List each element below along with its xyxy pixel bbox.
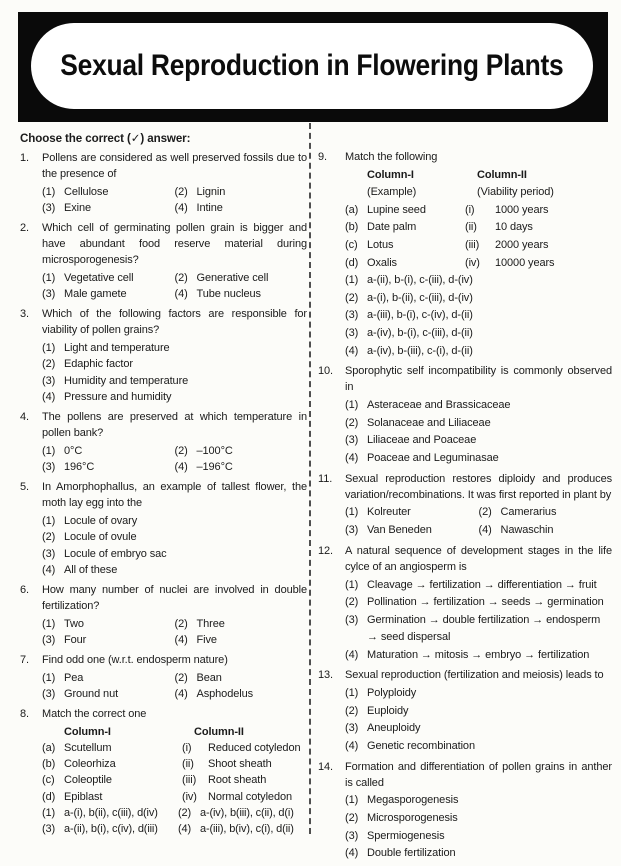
- option-text: Locule of ovary: [64, 514, 138, 527]
- option-text: 0°C: [64, 444, 83, 457]
- question-number: 1.: [20, 152, 29, 164]
- question-number: 2.: [20, 222, 29, 234]
- option-text: Male gamete: [64, 288, 127, 300]
- option-label: (3): [42, 461, 56, 473]
- options: [42, 443, 307, 476]
- option-label: (4): [42, 391, 56, 403]
- question-body: [345, 471, 612, 540]
- match-table: [345, 167, 612, 273]
- option-text: a-(iv), b-(iii), c-(i), d-(ii): [367, 344, 473, 357]
- option: [42, 616, 175, 633]
- question-number: 13.: [318, 669, 333, 682]
- option-text: All of these: [64, 564, 118, 576]
- question-text: How many number of nuclei are involved in double fertilization?: [42, 584, 307, 612]
- option-label: (2): [174, 271, 188, 284]
- match-left-text: Epiblast: [64, 790, 103, 803]
- option-text: Five: [196, 634, 217, 646]
- option-label: (2): [178, 806, 191, 819]
- option-text: Pollination → fertilization → seeds → germination: [367, 596, 604, 609]
- question-number: 8.: [20, 708, 29, 720]
- question-body: [345, 363, 612, 467]
- option: [42, 389, 307, 406]
- option: [42, 459, 175, 476]
- option-label: (4): [345, 451, 359, 464]
- match-left-text: Scutellum: [64, 741, 112, 754]
- option-text: Four: [64, 634, 87, 646]
- match-right-text: Root sheath: [208, 774, 267, 787]
- option-text: Aneuploidy: [367, 722, 421, 735]
- option: [42, 805, 178, 822]
- match-subheader: (Viability period): [477, 186, 554, 199]
- option: [345, 432, 612, 450]
- question: [318, 363, 612, 467]
- match-right-label: (iii): [182, 774, 197, 787]
- option-label: (3): [42, 634, 56, 646]
- option: [42, 546, 307, 563]
- option-label: (2): [345, 812, 359, 825]
- question-body: [345, 667, 612, 755]
- option-label: (4): [345, 847, 359, 860]
- question-number: 4.: [20, 411, 29, 423]
- match-left-label: (a): [345, 203, 359, 216]
- option-label: (2): [345, 416, 359, 429]
- match-right-label: (iv): [465, 256, 480, 269]
- option-text: Cellulose: [64, 185, 109, 198]
- match-row: [42, 740, 307, 756]
- option: [345, 720, 612, 738]
- question: [20, 220, 307, 303]
- option: [42, 821, 178, 838]
- option: [345, 397, 612, 415]
- question: [318, 471, 612, 540]
- option-label: (1): [42, 185, 56, 198]
- match-left-label: (b): [42, 758, 56, 771]
- match-right-text: 1000 years: [495, 203, 549, 216]
- option-text: Locule of ovule: [64, 531, 137, 543]
- option-label: (3): [345, 722, 359, 735]
- option-text: Bean: [196, 671, 222, 684]
- question-body: [42, 220, 307, 303]
- question-body: [42, 150, 307, 217]
- question-number: 7.: [20, 654, 29, 666]
- option-label: (1): [42, 271, 56, 284]
- match-row: [345, 202, 612, 220]
- option-label: (3): [345, 327, 359, 340]
- question-text: Which of the following factors are responsible for viability of pollen grains?: [42, 308, 307, 336]
- option: [42, 184, 175, 201]
- option-label: (3): [42, 547, 56, 560]
- question-text: Pollens are considered as well preserved fossils due to the presence of: [42, 152, 307, 180]
- option-text: a-(ii), b(i), c(iv), d(iii): [64, 823, 158, 836]
- option: [42, 200, 175, 217]
- option-text: Intine: [196, 202, 223, 214]
- question-text: A natural sequence of development stages in the life cylce of an angiosperm is: [345, 544, 612, 573]
- match-left-text: Lupine seed: [367, 203, 426, 216]
- option-label: (3): [42, 202, 56, 214]
- question: [318, 759, 612, 863]
- option-text: Double fertilization: [367, 847, 456, 860]
- option: [345, 325, 612, 343]
- option: [175, 286, 308, 303]
- option: [345, 522, 479, 540]
- option-text: Liliaceae and Poaceae: [367, 434, 477, 447]
- questions-column-right: [318, 149, 612, 866]
- question-number: 9.: [318, 151, 327, 163]
- option-label: (1): [42, 806, 55, 819]
- option-label: (2): [478, 506, 492, 519]
- option-label: (3): [345, 309, 359, 322]
- page-title: Sexual Reproduction in Flowering Plants: [60, 49, 564, 82]
- option-text: Maturation → mitosis → embryo → fertilization: [367, 648, 590, 661]
- option-text: Asphodelus: [196, 688, 253, 700]
- option-text: Vegetative cell: [64, 271, 134, 284]
- option-text: Asteraceae and Brassicaceae: [367, 399, 511, 412]
- question-text: Sexual reproduction restores diploidy and produces variation/recombinations. It was first reported in plant by: [345, 472, 612, 501]
- option-label: (2): [42, 531, 56, 543]
- option-label: (3): [42, 374, 56, 387]
- option-label: (2): [174, 444, 188, 457]
- option-text: Lignin: [196, 185, 226, 198]
- option-label: (1): [345, 274, 359, 287]
- options: [345, 504, 612, 539]
- question: [20, 479, 307, 579]
- match-left-label: (c): [345, 239, 358, 252]
- option-label: (4): [174, 202, 188, 214]
- option: [42, 356, 307, 373]
- question: [20, 706, 307, 838]
- option-label: (2): [174, 617, 188, 630]
- instruction: Choose the correct (✓) answer:: [20, 132, 191, 145]
- match-right-label: (i): [465, 203, 475, 216]
- question-body: [345, 149, 612, 360]
- question-text: In Amorphophallus, an example of tallest flower, the moth lay egg into the: [42, 481, 307, 509]
- match-header: Column-II: [477, 168, 527, 181]
- match-right-text: 2000 years: [495, 239, 549, 252]
- option: [42, 270, 175, 287]
- option-label: (4): [345, 344, 359, 357]
- option-text: Exine: [64, 202, 92, 214]
- option: [42, 443, 175, 460]
- option-label: (4): [345, 739, 359, 752]
- question: [20, 306, 307, 406]
- question-body: [42, 652, 307, 703]
- option-label: (3): [42, 823, 55, 836]
- option-label: (1): [42, 671, 56, 684]
- option-label: (1): [42, 514, 56, 527]
- match-row: [345, 255, 612, 273]
- option: [345, 703, 612, 721]
- question: [318, 543, 612, 665]
- option: [345, 272, 612, 290]
- option: [345, 792, 612, 810]
- option: [42, 529, 307, 546]
- question: [318, 149, 612, 360]
- option: [178, 805, 307, 822]
- option-label: (4): [174, 461, 188, 473]
- option-text: –196°C: [196, 461, 233, 473]
- option-text: Humidity and temperature: [64, 374, 189, 387]
- options: [42, 270, 307, 303]
- match-right-text: 10 days: [495, 221, 533, 234]
- match-right-text: Normal cotyledon: [208, 790, 292, 803]
- option-label: (4): [174, 634, 188, 646]
- option-label: (4): [345, 648, 359, 661]
- option: [345, 290, 612, 308]
- option: [42, 562, 307, 579]
- match-row: [42, 772, 307, 788]
- options: [42, 616, 307, 649]
- match-left-text: Coleorhiza: [64, 758, 116, 771]
- option-label: (2): [42, 358, 56, 370]
- option-label: (4): [42, 564, 56, 576]
- option: [175, 443, 308, 460]
- question-text: Formation and differentiation of pollen grains in anther is called: [345, 760, 612, 789]
- option-text: Light and temperature: [64, 341, 170, 354]
- column-divider: [309, 123, 311, 834]
- option: [42, 286, 175, 303]
- match-right-label: (ii): [182, 758, 194, 771]
- question-body: [42, 706, 307, 838]
- match-right-label: (ii): [465, 221, 477, 234]
- option: [345, 810, 612, 828]
- option: [345, 504, 479, 522]
- option-text: Camerarius: [500, 506, 557, 519]
- option-label: (4): [174, 688, 188, 700]
- options: [42, 805, 307, 838]
- option-label: (3): [345, 613, 359, 626]
- option-label: (3): [42, 688, 56, 700]
- option-label: (2): [174, 185, 188, 198]
- option-label: (4): [174, 288, 188, 300]
- option: [345, 594, 612, 612]
- option-text: a-(iii), b(iv), c(i), d(ii): [200, 823, 294, 836]
- option: [345, 577, 612, 595]
- option-label: (2): [345, 596, 359, 609]
- option: [345, 307, 612, 325]
- option: [42, 670, 175, 687]
- match-left-label: (c): [42, 774, 55, 787]
- question-number: 10.: [318, 365, 333, 378]
- match-header: Column-I: [367, 168, 414, 181]
- option: [42, 373, 307, 390]
- option: [175, 616, 308, 633]
- option: [345, 828, 612, 846]
- match-left-text: Oxalis: [367, 256, 397, 269]
- option: [345, 647, 612, 665]
- option-text: Two: [64, 617, 84, 630]
- option: [345, 612, 612, 647]
- options: [42, 340, 307, 406]
- option-label: (2): [174, 671, 188, 684]
- question: [20, 582, 307, 649]
- option-text: Poaceae and Leguminasae: [367, 451, 499, 464]
- option-label: (1): [345, 399, 359, 412]
- option: [175, 632, 308, 649]
- title-pill: [31, 23, 593, 109]
- option-text: Kolreuter: [367, 506, 411, 519]
- question-number: 6.: [20, 584, 29, 596]
- option: [175, 200, 308, 217]
- question-text: The pollens are preserved at which temperature in pollen bank?: [42, 411, 307, 439]
- match-subheader-row: [345, 184, 612, 202]
- option-text: Van Beneden: [367, 524, 432, 537]
- option-label: (4): [178, 823, 191, 836]
- match-left-label: (b): [345, 221, 359, 234]
- question-number: 3.: [20, 308, 29, 320]
- option-label: (1): [345, 794, 359, 807]
- option-text: a-(iii), b-(i), c-(iv), d-(ii): [367, 309, 473, 322]
- option: [42, 340, 307, 357]
- match-header-row: [345, 167, 612, 185]
- option-text: Pea: [64, 671, 84, 684]
- match-left-text: Lotus: [367, 239, 394, 252]
- option-label: (3): [345, 524, 359, 537]
- options: [345, 792, 612, 862]
- match-left-label: (a): [42, 741, 56, 754]
- question: [20, 409, 307, 476]
- option-text: Generative cell: [196, 271, 269, 284]
- question-text: Sporophytic self incompatibility is commonly observed in: [345, 365, 612, 394]
- question-body: [42, 479, 307, 579]
- option: [345, 685, 612, 703]
- match-left-label: (d): [345, 256, 359, 269]
- match-right-label: (i): [182, 741, 192, 754]
- option: [42, 513, 307, 530]
- question-text: Match the correct one: [42, 708, 147, 720]
- options: [345, 577, 612, 665]
- option-label: (3): [345, 434, 359, 447]
- option-text: –100°C: [196, 444, 233, 457]
- match-header-row: [42, 724, 307, 740]
- option: [175, 686, 308, 703]
- question-number: 12.: [318, 544, 333, 557]
- question-body: [42, 582, 307, 649]
- match-header: Column-II: [194, 725, 244, 738]
- question-body: [42, 306, 307, 406]
- question-text: Find odd one (w.r.t. endosperm nature): [42, 654, 228, 666]
- option-label: (4): [478, 524, 492, 537]
- option: [175, 670, 308, 687]
- option-label: (3): [42, 288, 56, 300]
- option-text: Spermiogenesis: [367, 829, 445, 842]
- question: [20, 150, 307, 217]
- option-label: (1): [42, 617, 56, 630]
- option-text: Megasporogenesis: [367, 794, 459, 807]
- match-header: Column-I: [64, 725, 111, 738]
- option-text: a-(i), b(ii), c(iii), d(iv): [64, 806, 158, 819]
- question-text: Match the following: [345, 151, 438, 163]
- option-text: Nawaschin: [500, 524, 554, 537]
- option-text: Germination → double fertilization → endosperm → seed dispersal: [367, 613, 601, 644]
- options: [345, 397, 612, 467]
- options: [345, 272, 612, 360]
- option-label: (3): [345, 829, 359, 842]
- option-text: Ground nut: [64, 688, 119, 700]
- option-text: Three: [196, 617, 225, 630]
- match-left-label: (d): [42, 790, 56, 803]
- question-body: [42, 409, 307, 476]
- option-label: (1): [345, 578, 359, 591]
- option: [175, 459, 308, 476]
- question-text: Sexual reproduction (fertilization and meiosis) leads to: [345, 669, 604, 682]
- match-right-text: Shoot sheath: [208, 758, 272, 771]
- question-body: [345, 759, 612, 863]
- option-text: Pressure and humidity: [64, 391, 172, 403]
- option-label: (2): [345, 291, 359, 304]
- option: [345, 343, 612, 361]
- option: [42, 632, 175, 649]
- question-number: 14.: [318, 760, 333, 773]
- match-subheader: (Example): [367, 186, 417, 199]
- match-row: [345, 237, 612, 255]
- question-number: 5.: [20, 481, 29, 493]
- option: [42, 686, 175, 703]
- match-table: [42, 724, 307, 805]
- option-text: Euploidy: [367, 704, 409, 717]
- option-text: a-(ii), b-(i), c-(iii), d-(iv): [367, 274, 473, 287]
- option-text: Locule of embryo sac: [64, 547, 167, 560]
- option: [479, 504, 613, 522]
- question-number: 11.: [318, 472, 333, 485]
- option: [479, 522, 613, 540]
- option: [345, 450, 612, 468]
- option-text: Solanaceae and Liliaceae: [367, 416, 491, 429]
- option: [175, 184, 308, 201]
- options: [345, 685, 612, 755]
- options: [42, 184, 307, 217]
- option-text: Microsporogenesis: [367, 812, 458, 825]
- match-left-text: Coleoptile: [64, 774, 112, 787]
- option-text: a-(iv), b-(i), c-(iii), d-(ii): [367, 327, 473, 340]
- option-label: (2): [345, 704, 359, 717]
- option: [345, 845, 612, 863]
- options: [42, 670, 307, 703]
- option-text: a-(iv), b(iii), c(ii), d(i): [200, 806, 294, 819]
- match-row: [42, 756, 307, 772]
- options: [42, 513, 307, 579]
- option: [345, 738, 612, 756]
- questions-column-left: [20, 131, 307, 841]
- match-right-label: (iv): [182, 790, 197, 803]
- question-body: [345, 543, 612, 665]
- option-label: (1): [42, 341, 56, 354]
- option-text: Genetic recombination: [367, 739, 475, 752]
- match-left-text: Date palm: [367, 221, 417, 234]
- question: [20, 652, 307, 703]
- option-text: 196°C: [64, 461, 95, 473]
- match-row: [42, 789, 307, 805]
- match-right-text: Reduced cotyledon: [208, 741, 301, 754]
- option-text: Tube nucleus: [196, 288, 261, 300]
- option-label: (1): [345, 687, 359, 700]
- option-label: (1): [42, 444, 56, 457]
- question: [318, 667, 612, 755]
- option-text: Polyploidy: [367, 687, 417, 700]
- match-right-text: 10000 years: [495, 256, 555, 269]
- option: [345, 415, 612, 433]
- option-text: a-(i), b-(ii), c-(iii), d-(iv): [367, 291, 473, 304]
- title-banner: [18, 12, 608, 122]
- option: [178, 821, 307, 838]
- match-row: [345, 219, 612, 237]
- option-text: Edaphic factor: [64, 358, 133, 370]
- match-right-label: (iii): [465, 239, 480, 252]
- option-label: (1): [345, 506, 359, 519]
- option-text: Cleavage → fertilization → differentiation → fruit: [367, 578, 597, 591]
- question-text: Which cell of germinating pollen grain is bigger and have abundant food reserve material during microsporogenesis?: [42, 222, 307, 266]
- option: [175, 270, 308, 287]
